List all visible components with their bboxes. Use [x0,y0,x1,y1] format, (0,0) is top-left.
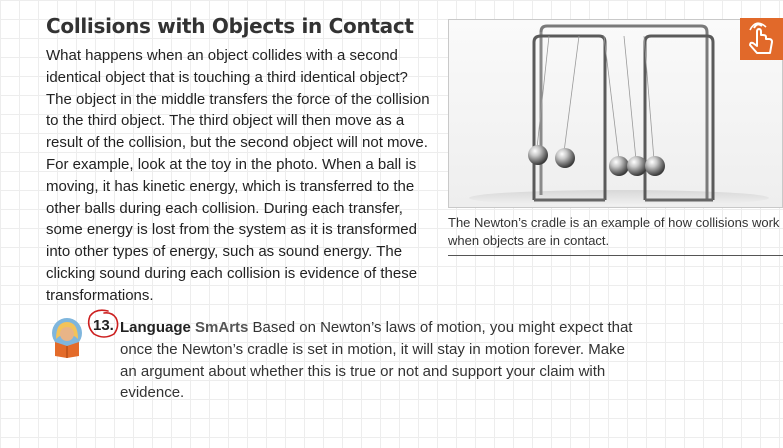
caption-divider [448,255,783,256]
newtons-cradle-photo [448,19,783,208]
cradle-strings [537,36,654,160]
cradle-ball [627,156,647,176]
language-smarts-question [120,317,640,404]
handwritten-circle-annotation [84,306,124,342]
question-title-language: Language [120,319,196,336]
cradle-ball [555,148,575,168]
question-number: 13. [93,317,114,334]
question-text: Based on Newton’s laws of motion, you might expect that once the Newton’s cradle is set in motion, it will stay in motion forever. Make an argument about whether this is true or not and support your claim with evidence. [120,319,633,402]
question-title-smarts: SmArts [195,319,249,336]
cradle-ball [645,156,665,176]
language-smarts-icon [47,316,87,358]
section-body-text: What happens when an object collides with a second identical object that is touching a third identical object? The object in the middle transfers the force of the collision to the third object. The third object will then move as a result of the collision, but the second object will not move. For example, look at the toy in the photo. When a ball is moving, it has kinetic energy, which is transferred to the other balls during each collision. During each transfer, some energy is lost from the system as it is transformed into other types of energy, such as sound energy. The clicking sound during each collision is evidence of these transformations. [46,47,430,304]
section-heading: Collisions with Objects in Contact [46,14,414,38]
figure-caption: The Newton’s cradle is an example of how collisions work when objects are in contact. [448,215,780,248]
cradle-ball [609,156,629,176]
tap-hand-badge[interactable] [740,18,783,60]
tap-hand-icon [740,18,783,60]
cradle-shadow [469,190,769,206]
cradle-front-frame [534,36,605,200]
cradle-ball [528,145,548,165]
